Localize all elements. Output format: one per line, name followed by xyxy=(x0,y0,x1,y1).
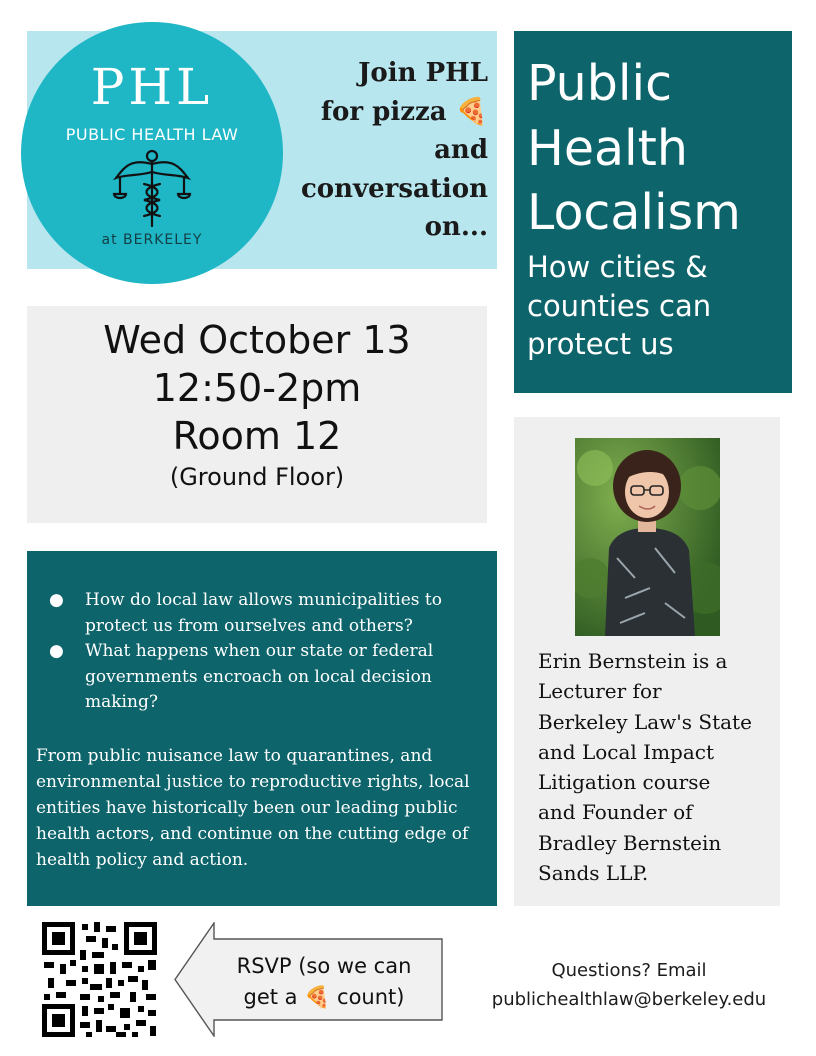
list-item xyxy=(47,588,487,639)
intro-line: and xyxy=(434,135,488,165)
bullet-icon: ● xyxy=(49,590,64,610)
description-paragraph: From public nuisance law to quarantines, and environmental justice to reproductive rights, local entities have historically been our leading public health actors, and continue on the cutting edge of health policy and action. xyxy=(36,746,470,870)
event-details xyxy=(27,306,487,523)
contact-label: Questions? Email xyxy=(551,960,707,981)
intro-text xyxy=(290,54,488,247)
bio-line: Berkeley Law's State xyxy=(538,709,752,734)
question-list xyxy=(47,588,487,716)
bio-line: Lecturer for xyxy=(538,679,662,704)
rsvp-text[interactable] xyxy=(212,951,436,1013)
question-text: What happens when our state or federal governments encroach on local decision making? xyxy=(85,641,434,712)
event-title xyxy=(527,52,792,246)
caduceus-scales-icon xyxy=(110,148,194,230)
bio-line: Erin Bernstein is a xyxy=(538,649,728,673)
title-line: Localism xyxy=(527,184,741,241)
intro-line: conversation xyxy=(300,173,488,204)
event-date: Wed October 13 xyxy=(103,318,411,362)
logo-name: PUBLIC HEALTH LAW xyxy=(65,125,239,144)
contact-email-link[interactable]: publichealthlaw@berkeley.edu xyxy=(491,989,767,1010)
intro-line: Join PHL xyxy=(358,58,488,88)
qr-code-icon[interactable] xyxy=(42,922,157,1037)
bio-line: Litigation course xyxy=(538,770,711,795)
rsvp-line: get a 🍕 count) xyxy=(243,985,405,1009)
title-line: Health xyxy=(527,119,688,177)
intro-line: for pizza 🍕 xyxy=(320,96,488,127)
logo-abbr: PHL xyxy=(90,58,214,116)
event-floor: (Ground Floor) xyxy=(169,463,345,491)
bio-line: Sands LLP. xyxy=(538,861,649,886)
intro-line: on... xyxy=(424,212,488,242)
title-line: Public xyxy=(527,55,673,112)
bio-line: Bradley Bernstein xyxy=(538,830,722,855)
speaker-photo xyxy=(575,438,720,636)
bullet-icon: ● xyxy=(49,641,64,661)
contact-info xyxy=(462,956,796,1014)
bio-line: and Founder of xyxy=(538,800,693,825)
subtitle-line: counties can xyxy=(527,288,712,323)
subtitle-line: How cities & xyxy=(527,250,708,284)
logo-location: at BERKELEY xyxy=(101,232,203,248)
question-text: How do local law allows municipalities to protect us from ourselves and others? xyxy=(85,590,442,636)
event-time: 12:50-2pm xyxy=(152,366,362,410)
rsvp-line: RSVP (so we can xyxy=(236,954,412,978)
list-item xyxy=(47,639,487,716)
description-box xyxy=(27,551,497,906)
speaker-bio xyxy=(538,646,778,888)
bio-line: and Local Impact xyxy=(538,739,714,764)
event-room: Room 12 xyxy=(172,414,342,458)
subtitle-line: protect us xyxy=(527,327,674,361)
event-subtitle xyxy=(527,248,792,364)
